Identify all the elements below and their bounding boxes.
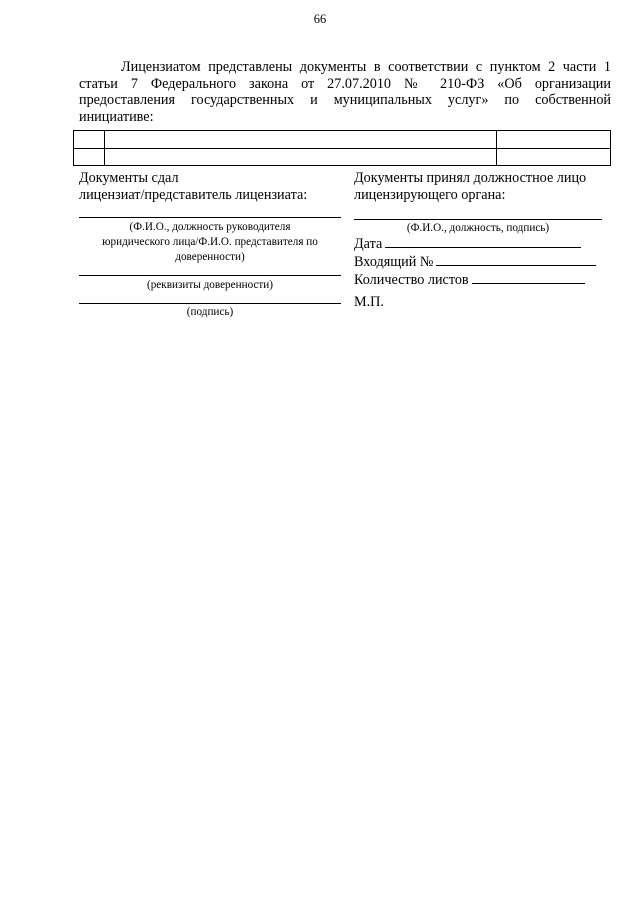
table-cell-number <box>74 148 105 166</box>
sheets-count-label: Количество листов <box>354 272 469 288</box>
table-cell-document <box>105 148 497 166</box>
date-blank <box>385 235 581 248</box>
table-row <box>74 131 611 149</box>
submitter-name-caption: (Ф.И.О., должность руководителя юридического лица/Ф.И.О. представителя по доверенности) <box>102 221 318 263</box>
submitter-signature-line <box>79 303 341 304</box>
submitter-signature-caption: (подпись) <box>186 306 234 318</box>
table-cell-note <box>497 131 611 149</box>
submitter-heading: Документы сдал лицензиат/представитель лицензиата: <box>79 170 308 203</box>
submitter-name-line <box>79 217 341 218</box>
sheets-count-blank <box>472 271 585 284</box>
date-label: Дата <box>354 236 383 252</box>
page-number: 66 <box>313 12 327 26</box>
sheets-count-field <box>354 271 585 289</box>
date-field <box>354 235 581 253</box>
receiver-name-caption: (Ф.И.О., должность, подпись) <box>406 222 550 234</box>
incoming-number-label: Входящий № <box>354 254 434 270</box>
intro-paragraph: Лицензиатом представлены документы в соответствии с пунктом 2 части 1 статьи 7 Федерального закона от 27.07.2010 № 210-ФЗ «Об организации предоставления государственных и муниципальных услуг» по собственной инициативе: <box>79 59 611 126</box>
table-row <box>74 148 611 166</box>
power-of-attorney-caption: (реквизиты доверенности) <box>146 279 274 291</box>
power-of-attorney-line <box>79 275 341 276</box>
incoming-number-field <box>354 253 596 271</box>
incoming-number-blank <box>436 253 596 266</box>
table-cell-number <box>74 131 105 149</box>
documents-table <box>73 130 611 166</box>
receiver-name-line <box>354 219 602 220</box>
receiver-heading: Документы принял должностное лицо лицензирующего органа: <box>354 170 587 203</box>
table-cell-document <box>105 131 497 149</box>
seal-label: М.П. <box>354 294 384 310</box>
table-cell-note <box>497 148 611 166</box>
